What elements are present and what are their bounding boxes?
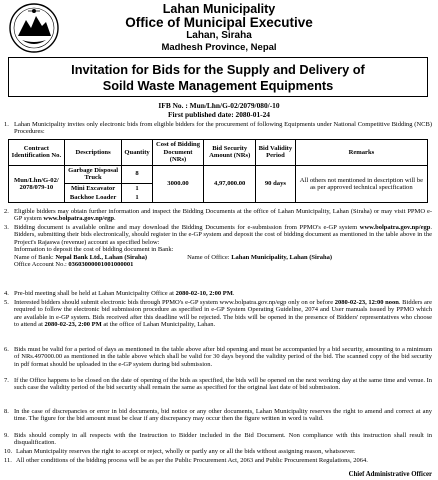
notice-title-box (8, 57, 428, 97)
contract-id-cell: Mun/Lhn/G-02/ 2078/079-10 (9, 165, 65, 203)
clause-number: 3. (4, 224, 9, 231)
clause-text: Lahan Municipality reserves the right to accept or reject, wholly or partly any or all the bids without assigning reason, whatsoever. (16, 448, 356, 455)
bid-table (8, 139, 428, 203)
location: Lahan, Siraha (186, 30, 252, 41)
clause-text: . (232, 290, 235, 297)
clause-number: 5. (4, 299, 9, 306)
clause-text: . (114, 215, 116, 223)
clause-number: 1. (4, 121, 9, 128)
clause-number: 9. (4, 432, 9, 439)
col-header: Bid Validity Period (256, 140, 296, 166)
validity-cell: 90 days (256, 165, 296, 203)
col-header: Remarks (295, 140, 427, 166)
clause-text: Eligible bidders may obtain further information and inspect the Bidding Documents at the office of Lahan Municipality, Lahan (Siraha) or may visit PPMO e-GP system (14, 208, 432, 223)
table-header-row (9, 140, 428, 166)
letterhead (0, 0, 438, 55)
egp-link[interactable]: www.bolpatra.gov.np/egp (43, 215, 114, 223)
description-cell: Mini Excavator (64, 183, 122, 193)
remarks-cell: All others not mentioned in description will be as per approved technical specification (295, 165, 427, 203)
office-name-value: Lahan Municipality, Lahan (Siraha) (231, 253, 332, 261)
clause-10 (4, 448, 432, 455)
quantity-cell: 1 (122, 193, 152, 203)
published-date: First published date: 2080-01-24 (167, 110, 271, 119)
description-cell: Garbage Disposal Truck (64, 165, 122, 183)
egp-link[interactable]: www.bolpatra.gov.np/egp (359, 224, 431, 231)
table-row (9, 165, 428, 183)
clause-text: . Bidders, submitting their bids electronically, should register in the e-GP system and deposit the cost of bidding document as mentioned in the table above in the Project's Rajaswa (revenue) account as specified below: (14, 224, 432, 246)
col-header: Cost of Bidding Document (NRs) (152, 140, 204, 166)
signatory-title: Chief Administrative Officer (348, 471, 432, 478)
clause-9 (4, 432, 432, 447)
clause-number: 10. (4, 448, 13, 455)
clause-number: 7. (4, 377, 9, 384)
office-name: Office of Municipal Executive (125, 15, 313, 30)
col-header: Quantity (122, 140, 152, 166)
nepal-government-emblem-icon (8, 2, 60, 54)
org-name: Lahan Municipality (162, 2, 276, 16)
prebid-date: 2080-02-10, 2:00 PM (175, 290, 233, 297)
col-header: Bid Security Amount (NRs) (204, 140, 256, 166)
clause-7 (4, 377, 432, 392)
bank-details (14, 254, 432, 261)
clause-number: 4. (4, 290, 9, 297)
clause-2 (4, 208, 432, 223)
clause-8 (4, 408, 432, 423)
clause-3 (4, 224, 432, 268)
col-header: Descriptions (64, 140, 122, 166)
clause-number: 6. (4, 346, 9, 353)
bank-name: Nepal Bank Ltd., Lahan (Siraha) (55, 253, 148, 261)
clause-1 (4, 121, 432, 136)
ifb-number: IFB No. : Mun/Lhn/G-02/2079/080/-10 (158, 101, 280, 110)
account-number: 03603000001001000001 (68, 261, 134, 269)
clause-6 (4, 346, 432, 368)
clause-text: Pre-bid meeting shall be held at Lahan Municipality Office at (14, 290, 176, 297)
clause-5 (4, 299, 432, 329)
clause-text: Bids should comply in all respects with the Instruction to Bidder included in the Bid Document. Non compliance with this instruction shall result in disqualification. (14, 432, 432, 447)
clause-text: Lahan Municipality invites only electronic bids from eligible bidders for the procurement of following Equipments under National Competitive Bidding (NCB) Procedures: (14, 121, 432, 136)
clause-number: 11. (4, 457, 12, 464)
security-cell: 4,97,000.00 (204, 165, 256, 203)
quantity-cell: 8 (122, 165, 152, 183)
col-header: Contract Identification No. (9, 140, 65, 166)
province: Madhesh Province, Nepal (161, 42, 277, 53)
deposit-info-heading: Information to deposit the cost of bidding document in Bank: (14, 246, 174, 254)
clause-text: . Bidders are required to follow the electronic bid submission procedure as specified in e-GP System Operating Guideline, 2074 and User manuals issued by PPMO which are available in e-GP system. Bids received after this deadline will be rejected. The bids will be opened in the presence of Bidders' representatives who choose to attend at (14, 299, 432, 329)
account-details (14, 261, 432, 268)
cost-cell: 3000.00 (152, 165, 204, 203)
opening-date: 2080-02-23, 2:00 PM (44, 321, 102, 329)
clause-text: All other conditions of the bidding process will be as per the Public Procurement Act, 2063 and Public Procurement Regulations, 2064. (16, 457, 368, 464)
clause-number: 2. (4, 208, 9, 215)
clause-number: 8. (4, 408, 9, 415)
clause-text: If the Office happens to be closed on the date of opening of the bids as specified, the bids will be opened on the next working day at the same time and venue. In such case the validity period of the bid security shall remain the same as specified for the original last date of bid submission. (14, 377, 432, 392)
quantity-cell: 1 (122, 183, 152, 193)
office-label: Name of Office: (187, 253, 232, 261)
clause-11 (4, 457, 432, 464)
clause-text: Interested bidders should submit electronic bids through PPMO's e-GP system www.bolpatra.gov.np/egp only on or before (14, 299, 335, 306)
description-cell: Backhoe Loader (64, 193, 122, 203)
clause-text: Bidding document is available online and may download the Bidding Documents for e-submission from PPMO's e-GP system (14, 224, 360, 231)
notice-title-line-1: Invitation for Bids for the Supply and Delivery of (71, 62, 365, 77)
notice-title-line-2: Soild Waste Management Equipments (102, 77, 334, 93)
clause-text: In the case of discrepancies or error in bid documents, bid notice or any other documents, Lahan Municipality reserves the right to amend and correct at any time. The figure for the bid amount must be clear if any discrepancy may occur then the figure written in word is valid. (14, 408, 432, 423)
clause-4 (4, 290, 432, 297)
account-label: Office Account No.: (14, 261, 69, 269)
clause-text: at the office of Lahan Municipality, Lahan. (101, 321, 216, 329)
clause-text: Bids must be valid for a period of days as mentioned in the table above after bid opening and must be accompanied by a bid security, amounting to a minimum of NRs.497000.00 as mentioned in the table above which shall be valid for 30 days beyond the validity period of the bid. The scanned copy of the bid security in pdf format should be uploaded in the e-GP system during bid submission. (14, 346, 432, 368)
bank-label: Name of Bank: (14, 253, 56, 261)
submission-deadline: 2080-02-23, 12:00 noon (334, 299, 399, 306)
